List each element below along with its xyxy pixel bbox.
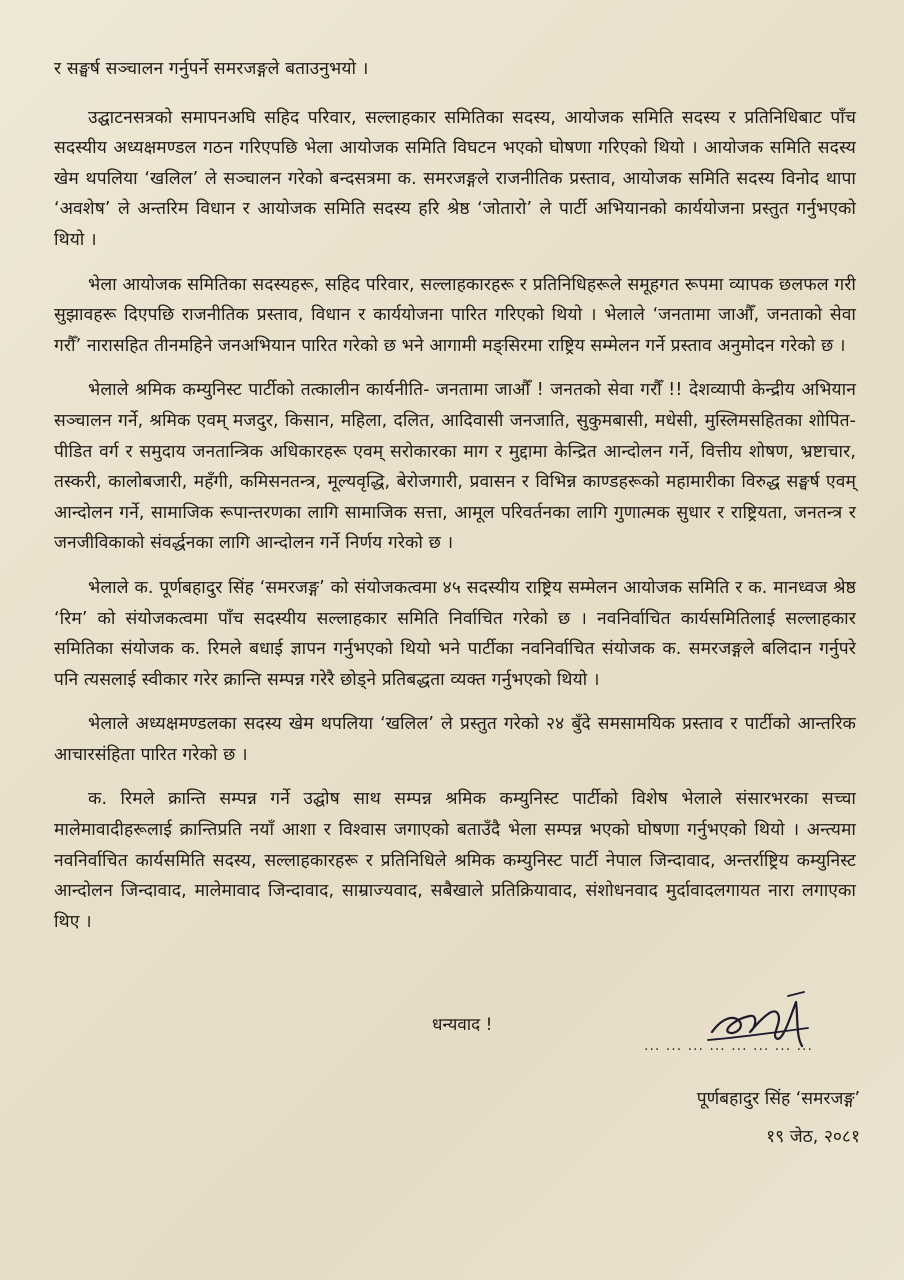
closing-thanks: धन्यवाद !: [432, 1015, 493, 1035]
document-date: १९ जेठ, २०८१: [766, 1127, 860, 1147]
paragraph-4: भेलाले श्रमिक कम्युनिस्ट पार्टीको तत्कालीन कार्यनीति- जनतामा जाऔँ ! जनतको सेवा गरौँ !! देशव्यापी केन्द्रीय अभियान सञ्चालन गर्ने, श्रमिक एवम् मजदुर, किसान, महिला, दलित, आदिवासी जनजाति, सुकुमबासी, मधेसी, मुस्लिमसहितका शोपित-पीडित वर्ग र समुदाय जनतान्त्रिक अधिकारहरू एवम् सरोकारका माग र मुद्दामा केन्द्रित आन्दोलन गर्ने, वित्तीय शोषण, भ्रष्टाचार, तस्करी, कालोबजारी, महँगी, कमिसनतन्त्र, मूल्यवृद्धि, बेरोजगारी, प्रवासन र विभिन्न काण्डहरूको महामारीका विरुद्ध सङ्घर्ष एवम् आन्दोलन गर्ने, सामाजिक रूपान्तरणका लागि सामाजिक सत्ता, आमूल परिवर्तनका लागि गुणात्मक सुधार र राष्ट्रियता, जनतन्त्र र जनजीविकाको संवर्द्धनका लागि आन्दोलन गर्ने निर्णय गरेको छ ।: [54, 380, 856, 554]
paragraph-7: क. रिमले क्रान्ति सम्पन्न गर्ने उद्घोष साथ सम्पन्न श्रमिक कम्युनिस्ट पार्टीको विशेष भेलाले संसारभरका सच्चा मालेमावादीहरूलाई क्रान्तिप्रति नयाँ आशा र विश्वास जगाएको बताउँदै भेला सम्पन्न भएको घोषणा गर्नुभएको थियो । अन्त्यमा नवनिर्वाचित कार्यसमिति सदस्य, सल्लाहकारहरू र प्रतिनिधिले श्रमिक कम्युनिस्ट पार्टी नेपाल जिन्दावाद, अन्तर्राष्ट्रिय कम्युनिस्ट आन्दोलन जिन्दावाद, मालेमावाद जिन्दावाद, साम्राज्यवाद, सबैखाले प्रतिक्रियावाद, संशोधनवाद मुर्दावादलगायत नारा लगाएका थिए ।: [54, 789, 856, 932]
paragraph-2: उद्घाटनसत्रको समापनअघि सहिद परिवार, सल्लाहकार समितिका सदस्य, आयोजक समिति सदस्य र प्रतिनिधिबाट पाँच सदस्यीय अध्यक्षमण्डल गठन गरिएपछि भेला आयोजक समिति विघटन भएको घोषणा गरिएको थियो । आयोजक समिति सदस्य खेम थपलिया ‘खलिल’ ले सञ्चालन गरेको बन्दसत्रमा क. समरजङ्गले राजनीतिक प्रस्ताव, आयोजक समिति सदस्य विनोद थापा ‘अवशेष’ ले अन्तरिम विधान र आयोजक समिति सदस्य हरि श्रेष्ठ ‘जोतारो’ ले पार्टी अभियानको कार्ययोजना प्रस्तुत गर्नुभएको थियो ।: [54, 107, 856, 250]
paragraph-1: र सङ्घर्ष सञ्चालन गर्नुपर्ने समरजङ्गले बताउनुभयो ।: [54, 59, 369, 79]
signer-name: पूर्णबहादुर सिंह ‘समरजङ्ग’: [696, 1089, 860, 1109]
paragraph-3: भेला आयोजक समितिका सदस्यहरू, सहिद परिवार, सल्लाहकारहरू र प्रतिनिधिहरूले समूहगत रूपमा व्यापक छलफल गरी सुझावहरू दिएपछि राजनीतिक प्रस्ताव, विधान र कार्ययोजना पारित गरिएको थियो । भेलाले ‘जनतामा जाऔँ, जनताको सेवा गरौँ’ नारासहित तीनमहिने जनअभियान पारित गरेको छ भने आगामी मङ्सिरमा राष्ट्रिय सम्मेलन गर्ने प्रस्ताव अनुमोदन गरेको छ ।: [54, 274, 856, 356]
paragraph-6: भेलाले अध्यक्षमण्डलका सदस्य खेम थपलिया ‘खलिल’ ले प्रस्तुत गरेको २४ बुँदे समसामयिक प्रस्ताव र पार्टीको आन्तरिक आचारसंहिता पारित गरेको छ ।: [54, 714, 856, 765]
signature-line: ... ... ... ... ... ... ... ...: [644, 1038, 813, 1054]
paragraph-5: भेलाले क. पूर्णबहादुर सिंह ‘समरजङ्ग’ को संयोजकत्वमा ४५ सदस्यीय राष्ट्रिय सम्मेलन आयोजक समिति र क. मानध्वज श्रेष्ठ ‘रिम’ को संयोजकत्वमा पाँच सदस्यीय सल्लाहकार समिति निर्वाचित गरेको छ । नवनिर्वाचित कार्यसमितिलाई सल्लाहकार समितिका संयोजक क. रिमले बधाई ज्ञापन गर्नुभएको थियो भने पार्टीका नवनिर्वाचित संयोजक क. समरजङ्गले बलिदान गर्नुपरे पनि त्यसलाई स्वीकार गरेर क्रान्ति सम्पन्न गरेरै छोड्ने प्रतिबद्धता व्यक्त गर्नुभएको थियो ।: [54, 577, 856, 690]
